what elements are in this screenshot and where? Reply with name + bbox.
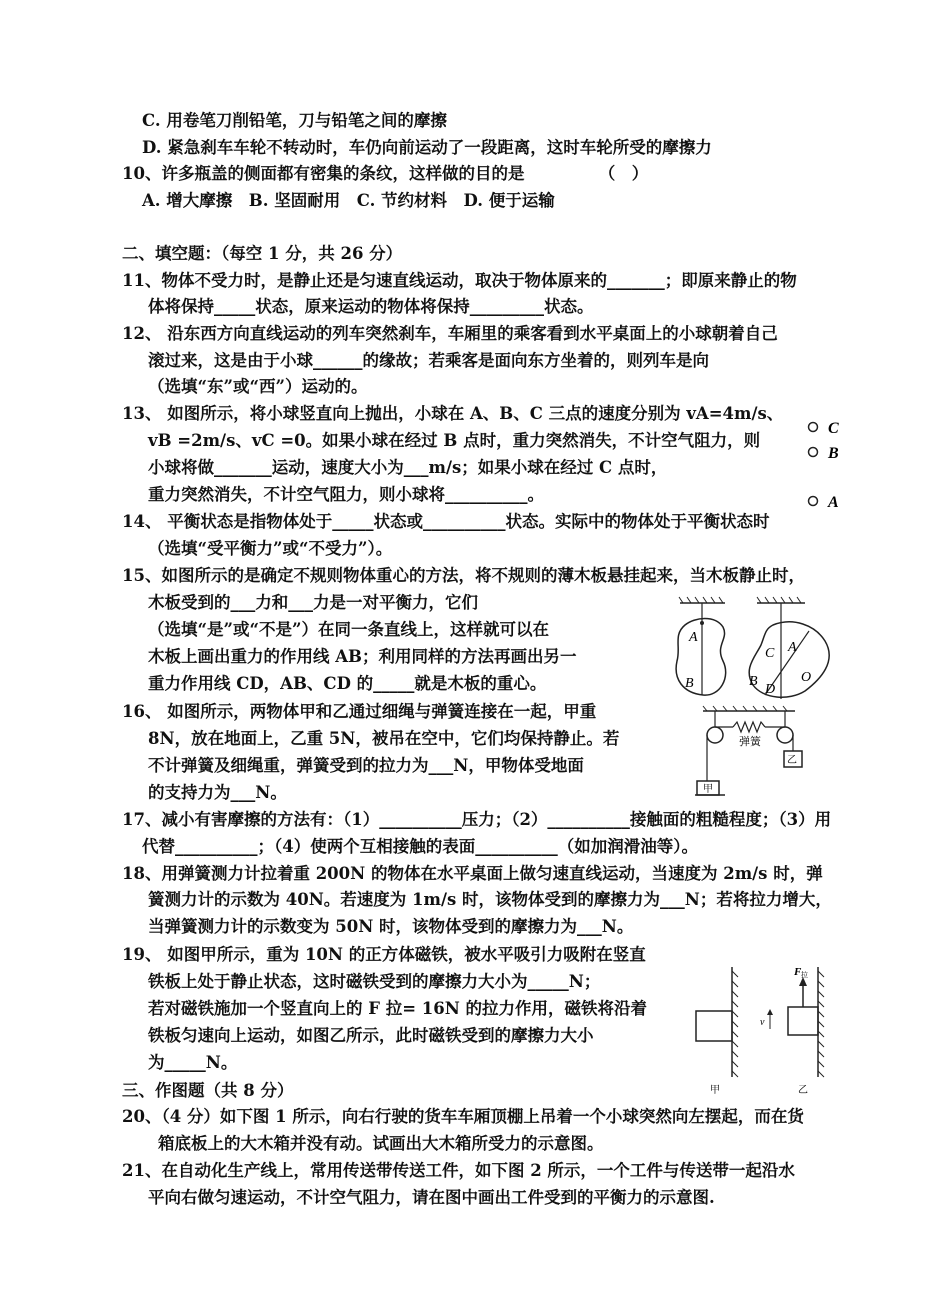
label-d-2: D (765, 682, 776, 697)
text-line-l27: 代替__________；（4）使两个互相接触的表面__________（如加润滑油等）。 (142, 837, 698, 856)
jia-label: 甲 (703, 784, 713, 795)
center-of-gravity-figure (665, 595, 845, 705)
text-line-l2: D. 紧急刹车车轮不转动时，车仍向前运动了一段距离，这时车轮所受的摩擦力 (142, 138, 712, 157)
text-line-l29: 簧测力计的示数为 40N。若速度为 1m/s 时，该物体受到的摩擦力为___N；若将拉力增大， (148, 890, 832, 909)
text-line-l23: 8N，放在地面上，乙重 5N，被吊在空中，它们均保持静止。若 (148, 729, 620, 748)
text-line-l25: 的支持力为___N。 (148, 783, 287, 802)
text-line-l37: 20、（4 分）如下图 1 所示，向右行驶的货车车厢顶棚上吊着一个小球突然向左摆起，而在货 (122, 1107, 804, 1126)
point-c-circle (809, 423, 818, 432)
spring-label: 弹簧 (739, 735, 761, 748)
label-c-2: C (765, 646, 775, 661)
text-line-l35: 为_____N。 (148, 1053, 238, 1072)
text-line-l15: 14、 平衡状态是指物体处于_____状态或__________状态。实际中的物体处于平衡状态时 (122, 512, 770, 531)
text-line-l13: 小球将做_______运动，速度大小为___m/s；如果小球在经过 C 点时， (148, 458, 668, 477)
label-o-2: O (801, 670, 812, 685)
text-line-l21: 重力作用线 CD，AB、CD 的_____就是木板的重心。 (148, 674, 547, 693)
text-line-l7: 体将保持_____状态，原来运动的物体将保持_________状态。 (148, 297, 594, 316)
text-line-l38: 箱底板上的大木箱并没有动。试画出大木箱所受力的示意图。 (158, 1134, 604, 1153)
text-line-l6: 11、物体不受力时，是静止还是匀速直线运动，取决于物体原来的_______；即原来静止的物 (122, 271, 797, 290)
board-1 (676, 619, 726, 696)
text-line-l4: A. 增大摩擦 B. 坚固耐用 C. 节约材料 D. 便于运输 (142, 191, 555, 210)
text-line-l11: 13、 如图所示，将小球竖直向上抛出，小球在 A、B、C 三点的速度分别为 vA=4m/s、 (122, 404, 784, 423)
text-line-l28: 18、用弹簧测力计拉着重 200N 的物体在水平桌面上做匀速直线运动，当速度为 2m/s 时，弹 (122, 864, 823, 883)
text-line-l17: 15、如图所示的是确定不规则物体重心的方法，将不规则的薄木板悬挂起来，当木板静止时， (122, 566, 805, 585)
label-b-1: B (685, 676, 694, 691)
ball-positions-figure (800, 412, 850, 512)
text-line-l12: vB =2m/s、vC =0。如果小球在经过 B 点时，重力突然消失，不计空气阻力，则 (148, 431, 761, 450)
point-b-label: B (828, 445, 839, 462)
yi-caption: 乙 (798, 1085, 808, 1095)
point-a-label: A (828, 494, 839, 511)
text-line-l34: 铁板匀速向上运动，如图乙所示，此时磁铁受到的摩擦力大小 (148, 1026, 594, 1045)
right-pulley (777, 727, 793, 743)
text-line-l26: 17、减小有害摩擦的方法有：（1）__________压力；（2）__________接触面的粗糙程度；（3）用 (122, 810, 832, 829)
text-line-l16: （选填“受平衡力”或“不受力”）。 (148, 539, 393, 558)
text-line-l18: 木板受到的___力和___力是一对平衡力，它们 (148, 593, 478, 612)
force-label: F (794, 966, 802, 978)
text-line-l30: 当弹簧测力计的示数变为 50N 时，该物体受到的摩擦力为___N。 (148, 917, 634, 936)
force-subscript: 拉 (801, 971, 808, 979)
velocity-arrow (767, 1009, 773, 1015)
text-line-l22: 16、 如图所示，两物体甲和乙通过细绳与弹簧连接在一起，甲重 (122, 702, 597, 721)
magnet-plate-figure (690, 965, 840, 1095)
point-b-circle (809, 448, 818, 457)
pulley-spring-figure (695, 705, 815, 800)
point-c-label: C (828, 420, 839, 437)
spring (733, 722, 765, 732)
label-a-2: A (788, 640, 797, 655)
label-b-2: B (749, 674, 758, 689)
velocity-label: v (760, 1017, 765, 1028)
text-line-l36: 三、作图题（共 8 分） (122, 1081, 294, 1100)
text-line-l19: （选填“是”或“不是”）在同一条直线上，这样就可以在 (148, 620, 549, 639)
text-line-l32: 铁板上处于静止状态，这时磁铁受到的摩擦力大小为_____N； (148, 972, 601, 991)
jia-caption: 甲 (710, 1085, 720, 1095)
text-line-l5: 二、填空题：（每空 1 分，共 26 分） (122, 244, 403, 263)
text-line-l33: 若对磁铁施加一个竖直向上的 F 拉= 16N 的拉力作用，磁铁将沿着 (148, 999, 648, 1018)
text-line-l14: 重力突然消失，不计空气阻力，则小球将__________。 (148, 485, 544, 504)
text-line-l20: 木板上画出重力的作用线 AB；利用同样的方法再画出另一 (148, 647, 577, 666)
text-line-l8: 12、 沿东西方向直线运动的列车突然刹车，车厢里的乘客看到水平桌面上的小球朝着自己 (122, 324, 778, 343)
text-line-l1: C. 用卷笔刀削铅笔，刀与铅笔之间的摩擦 (142, 111, 447, 130)
text-line-l9: 滚过来，这是由于小球______的缘故；若乘客是面向东方坐着的，则列车是向 (148, 351, 709, 370)
magnet-jia (696, 1011, 732, 1041)
text-line-l40: 平向右做匀速运动，不计空气阻力，请在图中画出工件受到的平衡力的示意图. (148, 1188, 715, 1207)
text-line-l39: 21、在自动化生产线上，常用传送带传送工件，如下图 2 所示，一个工件与传送带一起沿水 (122, 1161, 795, 1180)
label-a-1: A (689, 630, 698, 645)
point-a-circle (809, 497, 818, 506)
text-line-l31: 19、 如图甲所示，重为 10N 的正方体磁铁，被水平吸引力吸附在竖直 (122, 945, 646, 964)
yi-label: 乙 (787, 755, 797, 766)
left-pulley (707, 727, 723, 743)
text-line-l10: （选填“东”或“西”）运动的。 (148, 377, 368, 396)
text-line-l24: 不计弹簧及细绳重，弹簧受到的拉力为___N，甲物体受地面 (148, 756, 584, 775)
text-line-l3: 10、许多瓶盖的侧面都有密集的条纹，这样做的目的是 （ ） (122, 164, 649, 183)
magnet-yi (788, 1007, 818, 1035)
